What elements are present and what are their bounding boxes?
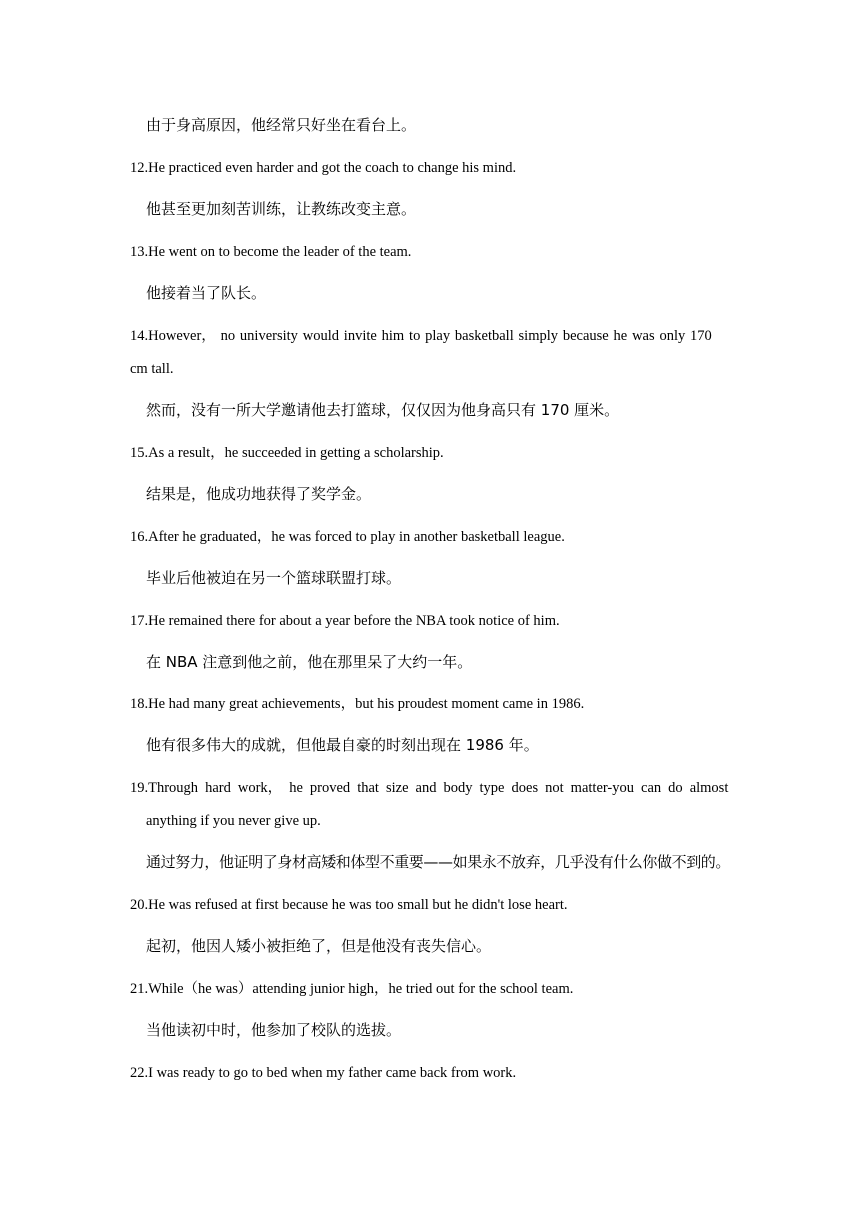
- sentence-19-line-1: 19.Through hard work， he proved that size and body type does not matter-you can do almost: [130, 780, 729, 796]
- translation-17: 在 NBA 注意到他之前，他在那里呆了大约一年。: [146, 653, 473, 671]
- sentence-22: 22.I was ready to go to bed when my father came back from work.: [130, 1065, 517, 1081]
- translation-14: 然而，没有一所大学邀请他去打篮球，仅仅因为他身高只有 170 厘米。: [146, 401, 620, 419]
- sentence-18: 18.He had many great achievements，but his proudest moment came in 1986.: [130, 696, 585, 712]
- translation-20: 起初，他因人矮小被拒绝了，但是他没有丧失信心。: [146, 937, 492, 955]
- sentence-13: 13.He went on to become the leader of the team.: [130, 244, 412, 260]
- sentence-20: 20.He was refused at first because he was too small but he didn't lose heart.: [130, 897, 568, 913]
- sentence-19-line-2: anything if you never give up.: [146, 813, 321, 829]
- translation-13: 他接着当了队长。: [146, 284, 267, 302]
- translation-21: 当他读初中时，他参加了校队的选拔。: [146, 1021, 402, 1039]
- sentence-15: 15.As a result，he succeeded in getting a scholarship.: [130, 445, 444, 461]
- translation-12: 他甚至更加刻苦训练，让教练改变主意。: [146, 200, 417, 218]
- sentence-17: 17.He remained there for about a year before the NBA took notice of him.: [130, 613, 560, 629]
- translation-15: 结果是，他成功地获得了奖学金。: [146, 485, 372, 503]
- sentence-12: 12.He practiced even harder and got the coach to change his mind.: [130, 160, 517, 176]
- sentence-16: 16.After he graduated，he was forced to play in another basketball league.: [130, 529, 565, 545]
- translation-11: 由于身高原因，他经常只好坐在看台上。: [146, 116, 417, 134]
- sentence-21: 21.While（he was）attending junior high，he tried out for the school team.: [130, 981, 574, 997]
- sentence-14-line-1: 14.However， no university would invite him to play basketball simply because he was only 170: [130, 328, 712, 344]
- sentence-14-line-2: cm tall.: [130, 361, 174, 377]
- translation-19: 通过努力，他证明了身材高矮和体型不重要——如果永不放弃，几乎没有什么你做不到的。: [146, 853, 731, 871]
- translation-16: 毕业后他被迫在另一个篮球联盟打球。: [146, 569, 402, 587]
- translation-18: 他有很多伟大的成就，但他最自豪的时刻出现在 1986 年。: [146, 736, 539, 754]
